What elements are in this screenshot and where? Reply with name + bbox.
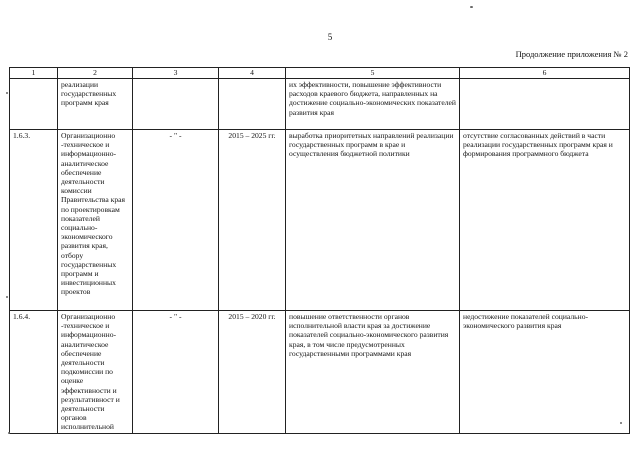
cell-number: [10, 79, 58, 130]
cell-event: их эффективности, повышение эффективности расходов краевого бюджета, направленных на достижение социально-экономических показателей развития края: [286, 79, 460, 130]
cell-risk: [460, 79, 630, 130]
table-row: [10, 79, 630, 130]
cell-event: повышение ответственности органов исполнительной власти края за достижение показателей социально-экономического развития края, в том числе предусмотренных государственными программами края: [286, 311, 460, 434]
cell-name: Организационно -техническое и информационно-аналитическое обеспечение деятельности комиссии Правительства края по проектировкам показателей социально-экономического развития края, отбору государственных программ и инвестиционных проектов: [58, 130, 133, 311]
scan-speck: [620, 422, 622, 424]
table-row: [10, 130, 630, 311]
table-header-row: [10, 68, 630, 79]
column-header: 4: [219, 68, 286, 79]
cell-executor: - " -: [133, 311, 219, 434]
scan-speck: [8, 432, 10, 434]
column-header: 2: [58, 68, 133, 79]
appendix-caption: Продолжение приложения № 2: [515, 49, 628, 59]
cell-name: реализации государственных программ края: [58, 79, 133, 130]
page-number: 5: [327, 32, 333, 42]
table-row: [10, 311, 630, 434]
cell-number: 1.6.3.: [10, 130, 58, 311]
cell-event: выработка приоритетных направлений реализации государственных программ в крае и осуществления бюджетной политики: [286, 130, 460, 311]
cell-period: [219, 79, 286, 130]
cell-executor: - " -: [133, 130, 219, 311]
cell-name: Организационно -техническое и информационно-аналитическое обеспечение деятельности подкомиссии по оценке эффективности и результативност и деятельности органов исполнительной: [58, 311, 133, 434]
cell-number: 1.6.4.: [10, 311, 58, 434]
column-header: 3: [133, 68, 219, 79]
cell-period: 2015 – 2025 гг.: [219, 130, 286, 311]
cell-risk: отсутствие согласованных действий в части реализации государственных программ края и формирования программного бюджета: [460, 130, 630, 311]
cell-period: 2015 – 2020 гг.: [219, 311, 286, 434]
scan-speck: [6, 92, 8, 94]
column-header: 1: [10, 68, 58, 79]
measures-table: [9, 67, 630, 434]
column-header: 6: [460, 68, 630, 79]
scan-speck: [470, 6, 473, 8]
scan-speck: [6, 296, 8, 298]
cell-risk: недостижение показателей социально-экономического развития края: [460, 311, 630, 434]
column-header: 5: [286, 68, 460, 79]
cell-executor: [133, 79, 219, 130]
